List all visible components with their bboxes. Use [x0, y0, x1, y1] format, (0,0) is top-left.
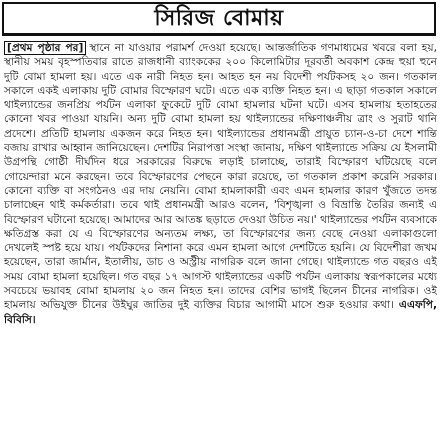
headline-box [2, 2, 436, 36]
article-body [4, 41, 437, 437]
article-text: স্থানে না যাওয়ার পরামর্শ দেওয়া হয়েছে। আন্তর্জাতিক গণমাধ্যমের খবরে বলা হয়, স্থানীয় সময় বৃহস্পতিবার রাতে রাজধানী ব্যাংককের ২০০ কিলোমিটার দূরবর্তী অবকাশ কেন্দ্র হুয়া হুনে দুটি বোমা হামলা হয়। এতে এক নারী নিহত হন। আহত হন নয় বিদেশী পর্যটকসহ ২০ জন। গতকাল সকালে একই এলাকায় দুটি বোমার বিস্ফোরণ ঘটে। এতে এক ব্যক্তি নিহত হন। এ ছাড়া গতকাল সকালে থাইল্যান্ডের জনপ্রিয় পর্যটন এলাকা ফুকেটে দুটি বোমা হামলার ঘটনা ঘটে। এসব হামলায় হতাহতের কোনো খবর পাওয়া যায়নি। অন্য দুটি বোমা হামলা হয় থাইল্যান্ডের দক্ষিণাঞ্চলীয় ত্রাং ও সুরাট থানি প্রদেশে। প্রতিটি হামলায় একজন করে নিহত হন। থাইল্যান্ডের প্রধানমন্ত্রী প্রায়ুত চ্যান-ও-চা দেশে শান্তি বজায় রাখার আহ্বান জানিয়েছেন। দেশটির নিরাপত্তা সংস্থা জানায়, দক্ষিণ থাইল্যান্ডে সক্রিয় যে ইসলামী উগ্রপন্থি গোষ্ঠী দীর্ঘদিন ধরে সরকারের বিরুদ্ধে লড়াই চালাচ্ছে, তারাই বিস্ফোরণ ঘটিয়েছে বলে গোয়েন্দারা মনে করছেন। তবে বিস্ফোরণের পেছনে কারা রয়েছে, তা গতকাল প্রকাশ করেনি সরকার। কোনো ব্যক্তি বা সংগঠনও এর দায় নেয়নি। বোমা হামলাকারী এবং এমন হামলার কারণ খুঁজতে তদন্ত চালাচ্ছেন থাই কর্মকর্তারা। তবে থাই প্রধানমন্ত্রী আরও বলেন, 'বিশৃঙ্খলা ও বিভ্রান্তি তৈরির জন্যই এ বিস্ফোরণ ঘটানো হয়েছে। আমাদের আর আতঙ্ক ছড়াতে দেওয়া উচিত নয়।' থাইল্যান্ডের পর্যটন ব্যবসাকে ক্ষতিগ্রস্ত করা যে এ বিস্ফোরণের অন্যতম লক্ষ্য, তা বিস্ফোরণের জন্য বেছে নেওয়া এলাকাগুলো দেখলেই স্পষ্ট হয়ে যায়। পর্যটকদের নিশানা করে এমন হামলা আগে দেশটিতে হয়নি। যে বিদেশীরা জখম হয়েছেন, তারা জার্মান, ইতালীয়, ডাচ ও অস্ট্রীয় নাগরিক বলে জানা গেছে। থাইল্যান্ডে গত বছরও এই সময় বোমা হামলা হয়েছিল। গত বছর ১৭ আগস্ট থাইল্যান্ডের একটি পর্যটন এলাকায় স্বরূপকালের মধ্যে সবচেয়ে ভয়াবহ বোমা হামলায় ২০ জন নিহত হন। তাদের বেশির ভাগই ছিলেন চীনের নাগরিক। ওই হামলায় অভিযুক্ত চীনের উইঘুর জাতির দুই ব্যক্তির বিচার আগামী মাসে শুরু হওয়ার কথা। [4, 42, 437, 312]
headline: সিরিজ বোমায় [154, 5, 284, 31]
article-source: এএফপি, বিবিসি। [4, 299, 437, 326]
continuation-lead: [প্রথম পৃষ্ঠার পর] [4, 41, 86, 55]
